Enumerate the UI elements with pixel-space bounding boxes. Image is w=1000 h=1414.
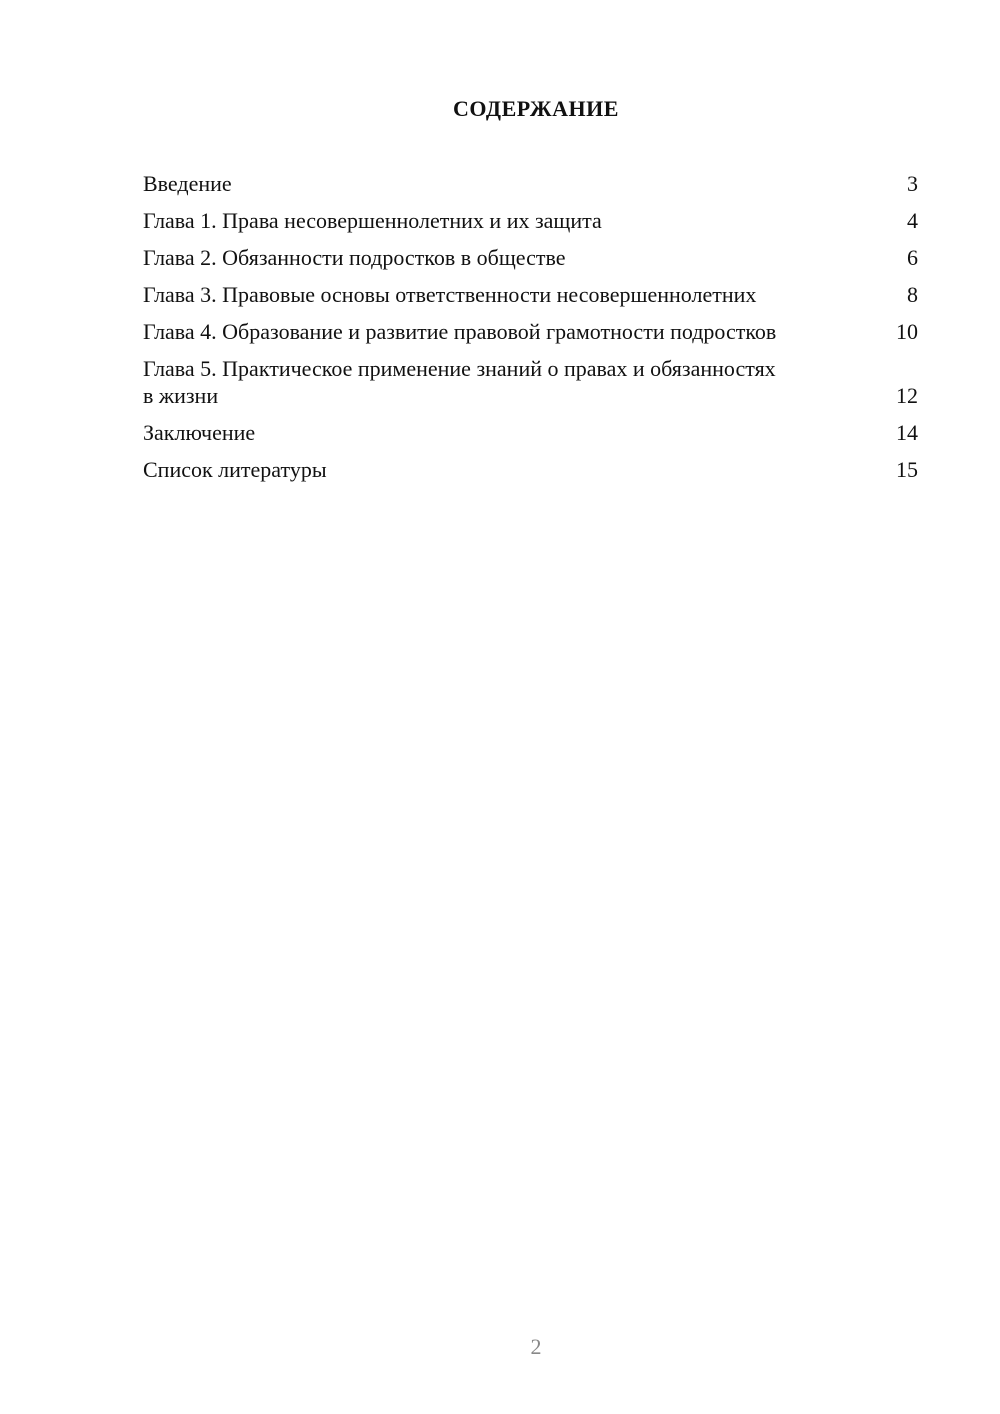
table-of-contents bbox=[143, 170, 918, 493]
toc-entry bbox=[143, 355, 918, 409]
toc-entry-title: Глава 3. Правовые основы ответственности несовершеннолетних bbox=[143, 282, 757, 307]
toc-entry-page: 3 bbox=[907, 171, 918, 196]
toc-entry-title: Глава 2. Обязанности подростков в обществе bbox=[143, 245, 566, 270]
toc-entry-title: Глава 1. Права несовершеннолетних и их защита bbox=[143, 208, 602, 233]
toc-entry-title: Список литературы bbox=[143, 457, 327, 482]
toc-entry-title: Введение bbox=[143, 171, 232, 196]
toc-entry bbox=[143, 207, 918, 234]
toc-entry-page: 10 bbox=[896, 319, 918, 344]
toc-entry bbox=[143, 419, 918, 446]
toc-entry bbox=[143, 244, 918, 271]
page-number: 2 bbox=[530, 1334, 542, 1359]
toc-heading: СОДЕРЖАНИЕ bbox=[453, 96, 619, 121]
toc-entry bbox=[143, 170, 918, 197]
toc-entry-page: 4 bbox=[907, 208, 918, 233]
toc-entry bbox=[143, 456, 918, 483]
toc-entry-title: Глава 4. Образование и развитие правовой грамотности подростков bbox=[143, 319, 777, 344]
toc-entry bbox=[143, 281, 918, 308]
toc-entry-page: 14 bbox=[896, 420, 918, 445]
toc-entry-page: 6 bbox=[907, 245, 918, 270]
toc-entry-page: 15 bbox=[896, 457, 918, 482]
toc-entry-page: 12 bbox=[896, 383, 918, 408]
toc-entry-title: Заключение bbox=[143, 420, 256, 445]
toc-entry bbox=[143, 318, 918, 345]
toc-entry-title: Глава 5. Практическое применение знаний о правах и обязанностях в жизни bbox=[143, 356, 776, 408]
toc-entry-page: 8 bbox=[907, 282, 918, 307]
